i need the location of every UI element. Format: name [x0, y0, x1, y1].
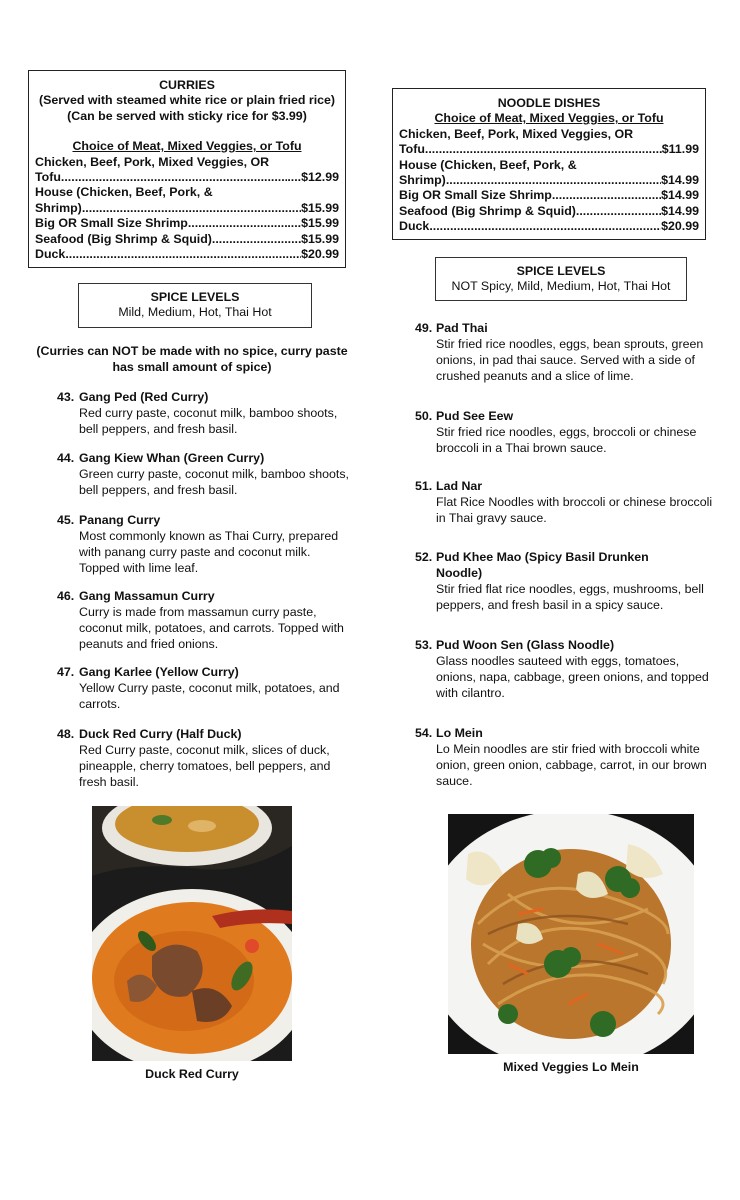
duck-red-curry-caption: Duck Red Curry: [145, 1067, 239, 1081]
curries-price-line-pre: House (Chicken, Beef, Pork, &: [35, 185, 213, 200]
menu-item: [415, 478, 717, 526]
item-description: Glass noodles sauteed with eggs, tomatoes, onions, napa, cabbage, green onions, and topped with cilantro.: [436, 654, 709, 700]
item-name: Lad Nar: [436, 479, 483, 493]
menu-item: [57, 726, 349, 790]
item-name: Gang Karlee (Yellow Curry): [79, 665, 239, 679]
menu-item: [57, 588, 349, 652]
item-description: Green curry paste, coconut milk, bamboo shoots, bell peppers, and fresh basil.: [79, 467, 349, 497]
item-name: Panang Curry: [79, 513, 161, 527]
item-description: Stir fried rice noodles, eggs, bean sprouts, green onions, in pad thai sauce. Served with a side of crushed peanuts and a slice of lime.: [436, 337, 704, 383]
item-number: 43.: [57, 390, 75, 404]
noodle-price-box: [392, 88, 706, 240]
curries-price-line-pre: Chicken, Beef, Pork, Mixed Veggies, OR: [35, 154, 270, 169]
menu-item: [415, 320, 717, 384]
item-description: Red curry paste, coconut milk, bamboo shoots, bell peppers, and fresh basil.: [79, 406, 338, 436]
menu-item: [57, 664, 349, 712]
item-description: Yellow Curry paste, coconut milk, potatoes, and carrots.: [79, 681, 340, 711]
noodle-title: NOODLE DISHES: [497, 96, 601, 110]
item-name: Lo Mein: [436, 726, 483, 740]
noodle-price-row: Big OR Small Size Shrimp ..... $14.99: [399, 188, 699, 203]
curries-title: CURRIES: [159, 78, 215, 92]
item-name: Pud Khee Mao (Spicy Basil Drunken Noodle): [436, 550, 649, 580]
menu-item: [57, 389, 349, 437]
spice-levels-list: NOT Spicy, Mild, Medium, Hot, Thai Hot: [451, 279, 671, 293]
noodle-spice-levels: [435, 257, 687, 301]
item-description: Most commonly known as Thai Curry, prepared with panang curry paste and coconut milk. Topped with lime leaf.: [79, 529, 339, 575]
noodle-price-row: Seafood (Big Shrimp & Squid) ..... $14.99: [399, 204, 699, 219]
menu-item: [415, 408, 717, 456]
item-number: 47.: [57, 665, 75, 679]
item-number: 45.: [57, 513, 75, 527]
noodle-price-line-pre: Chicken, Beef, Pork, Mixed Veggies, OR: [399, 126, 634, 141]
item-name: Pud Woon Sen (Glass Noodle): [436, 638, 615, 652]
item-description: Flat Rice Noodles with broccoli or chinese broccoli in Thai gravy sauce.: [436, 495, 713, 525]
item-description: Stir fried rice noodles, eggs, broccoli or chinese broccoli in a Thai brown sauce.: [436, 425, 697, 455]
item-name: Gang Massamun Curry: [79, 589, 215, 603]
curries-subtitle: (Served with steamed white rice or plain fried rice) (Can be served with sticky rice for $3.99): [38, 93, 336, 123]
item-number: 50.: [415, 409, 433, 423]
curries-price-row: Seafood (Big Shrimp & Squid) ..... $15.99: [35, 232, 339, 247]
item-number: 53.: [415, 638, 433, 652]
item-number: 44.: [57, 451, 75, 465]
item-number: 46.: [57, 589, 75, 603]
item-number: 52.: [415, 550, 433, 564]
item-name: Pud See Eew: [436, 409, 514, 423]
lo-mein-photo: [448, 814, 694, 1054]
item-number: 51.: [415, 479, 433, 493]
item-number: 48.: [57, 727, 75, 741]
spice-levels-title: SPICE LEVELS: [150, 290, 240, 304]
item-description: Stir fried flat rice noodles, eggs, mushrooms, bell peppers, and fresh basil in a spicy sauce.: [436, 582, 704, 612]
curries-price-row: Duck ..... $20.99: [35, 247, 339, 262]
curries-price-row: Shrimp) ..... $15.99: [35, 201, 339, 216]
noodle-choice: Choice of Meat, Mixed Veggies, or Tofu: [434, 111, 664, 126]
curries-price-box: [28, 70, 346, 268]
item-description: Curry is made from massamun curry paste, coconut milk, potatoes, and carrots. Topped with peanuts and fried onions.: [79, 605, 344, 651]
noodle-price-row: Shrimp) ..... $14.99: [399, 173, 699, 188]
noodle-price-line-pre: House (Chicken, Beef, Pork, &: [399, 157, 577, 172]
item-description: Lo Mein noodles are stir fried with broccoli white onion, green onion, cabbage, carrot, in our brown sauce.: [436, 742, 707, 788]
item-name: Pad Thai: [436, 321, 488, 335]
menu-item: [415, 637, 717, 701]
curries-spice-note: (Curries can NOT be made with no spice, curry paste has small amount of spice): [36, 344, 348, 374]
curries-price-row: Big OR Small Size Shrimp ..... ....$15.99: [35, 216, 339, 231]
noodle-price-row: Duck ..... $20.99: [399, 219, 699, 234]
spice-levels-list: Mild, Medium, Hot, Thai Hot: [118, 305, 272, 319]
item-description: Red Curry paste, coconut milk, slices of duck, pineapple, cherry tomatoes, bell peppers, and fresh basil.: [79, 743, 331, 789]
item-name: Duck Red Curry (Half Duck): [79, 727, 242, 741]
item-number: 54.: [415, 726, 433, 740]
curries-spice-levels: [78, 283, 312, 328]
menu-item: [415, 725, 717, 789]
curries-price-row: Tofu ..... ....$12.99: [35, 170, 339, 185]
menu-item: [57, 450, 349, 498]
item-name: Gang Kiew Whan (Green Curry): [79, 451, 265, 465]
noodle-price-row: Tofu ..... $11.99: [399, 142, 699, 157]
item-number: 49.: [415, 321, 433, 335]
spice-levels-title: SPICE LEVELS: [516, 264, 606, 278]
lo-mein-caption: Mixed Veggies Lo Mein: [503, 1060, 639, 1074]
item-name: Gang Ped (Red Curry): [79, 390, 209, 404]
menu-item: [57, 512, 349, 576]
duck-red-curry-photo: [92, 806, 292, 1061]
curries-choice: Choice of Meat, Mixed Veggies, or Tofu: [72, 139, 302, 154]
menu-item: [415, 549, 717, 613]
